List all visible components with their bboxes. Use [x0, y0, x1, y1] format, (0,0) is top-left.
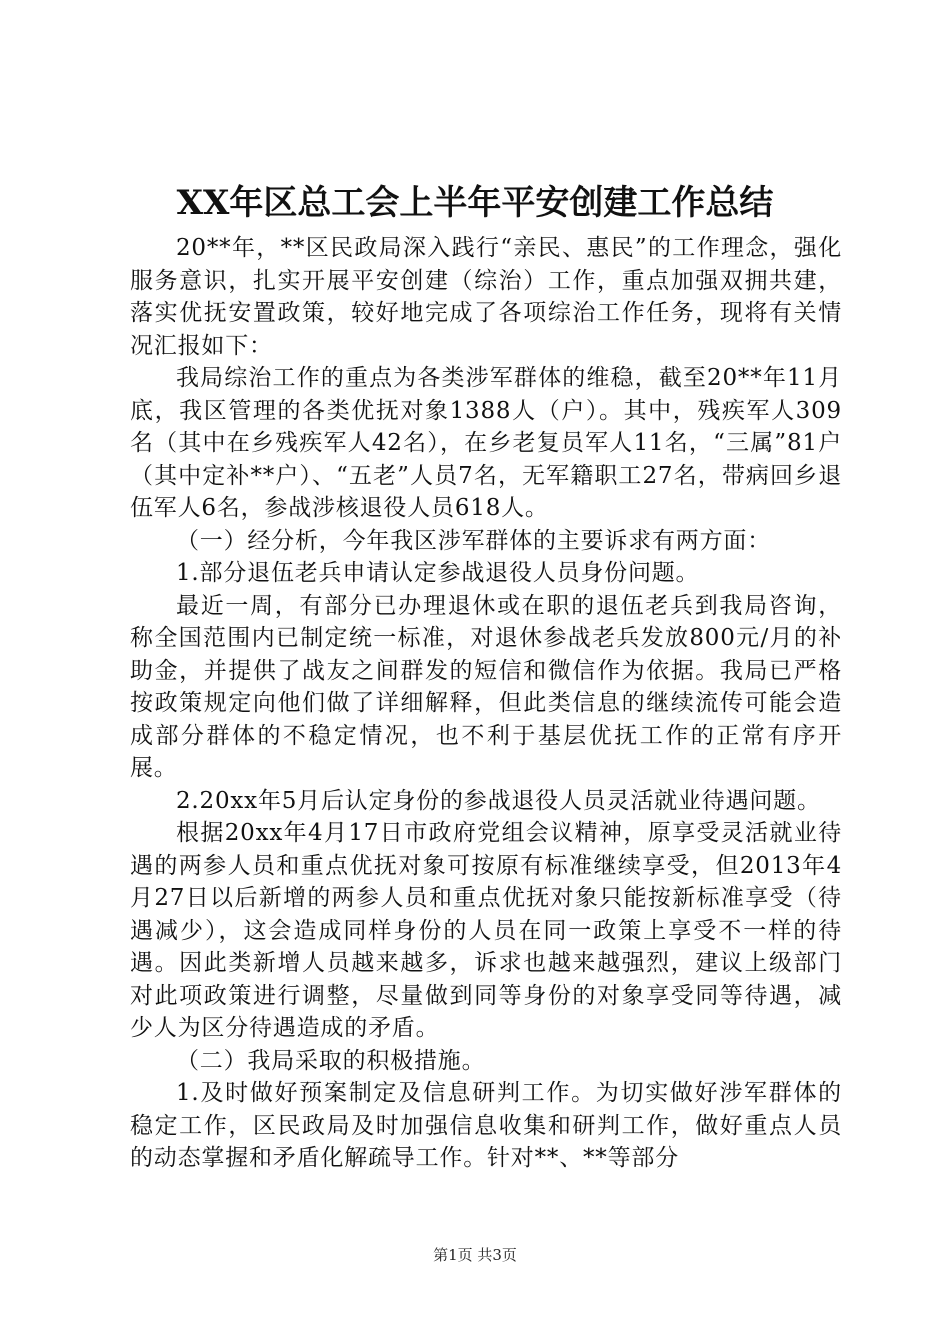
page-number: 第1页 共3页: [433, 1246, 517, 1264]
intro-paragraph: 20**年，**区民政局深入践行“亲民、惠民”的工作理念，强化服务意识，扎实开展平安创建（综治）工作，重点加强双拥共建，落实优抚安置政策，较好地完成了各项综治工作任务，现将有关情况汇报如下：: [130, 235, 842, 359]
section-heading-2: （二）我局采取的积极措施。: [176, 1047, 486, 1074]
overview-paragraph: 我局综治工作的重点为各类涉军群体的维稳，截至20**年11月底，我区管理的各类优抚对象1388人（户）。其中，残疾军人309名（其中在乡残疾军人42名），在乡老复员军人11名，“三属”81户（其中定补**户）、“五老”人员7名，无军籍职工27名，带病回乡退伍军人6名，参战涉核退役人员618人。: [130, 365, 842, 521]
item-detail-2: 根据20xx年4月17日市政府党组会议精神，原享受灵活就业待遇的两参人员和重点优抚对象可按原有标准继续享受，但2013年4月27日以后新增的两参人员和重点优抚对象只能按新标准享受（待遇减少），这会造成同样身份的人员在同一政策上享受不一样的待遇。因此类新增人员越来越多，诉求也越来越强烈，建议上级部门对此项政策进行调整，尽量做到同等身份的对象享受同等待遇，减少人为区分待遇造成的矛盾。: [130, 820, 842, 1041]
item-detail-1: 最近一周，有部分已办理退休或在职的退伍老兵到我局咨询，称全国范围内已制定统一标准，对退休参战老兵发放800元/月的补助金，并提供了战友之间群发的短信和微信作为依据。我局已严格按政策规定向他们做了详细解释，但此类信息的继续流传可能会造成部分群体的不稳定情况，也不利于基层优抚工作的正常有序开展。: [130, 592, 842, 781]
document-title: XX年区总工会上半年平安创建工作总结: [176, 183, 774, 223]
item-heading-1: 1.部分退伍老兵申请认定参战退役人员身份问题。: [176, 560, 700, 586]
measure-paragraph-1: 1.及时做好预案制定及信息研判工作。为切实做好涉军群体的稳定工作，区民政局及时加强信息收集和研判工作，做好重点人员的动态掌握和矛盾化解疏导工作。针对**、**等部分: [130, 1080, 842, 1171]
document-body: [130, 232, 842, 1175]
item-heading-2: 2.20xx年5月后认定身份的参战退役人员灵活就业待遇问题。: [176, 787, 821, 814]
section-heading-1: （一）经分析，今年我区涉军群体的主要诉求有两方面：: [176, 527, 771, 554]
